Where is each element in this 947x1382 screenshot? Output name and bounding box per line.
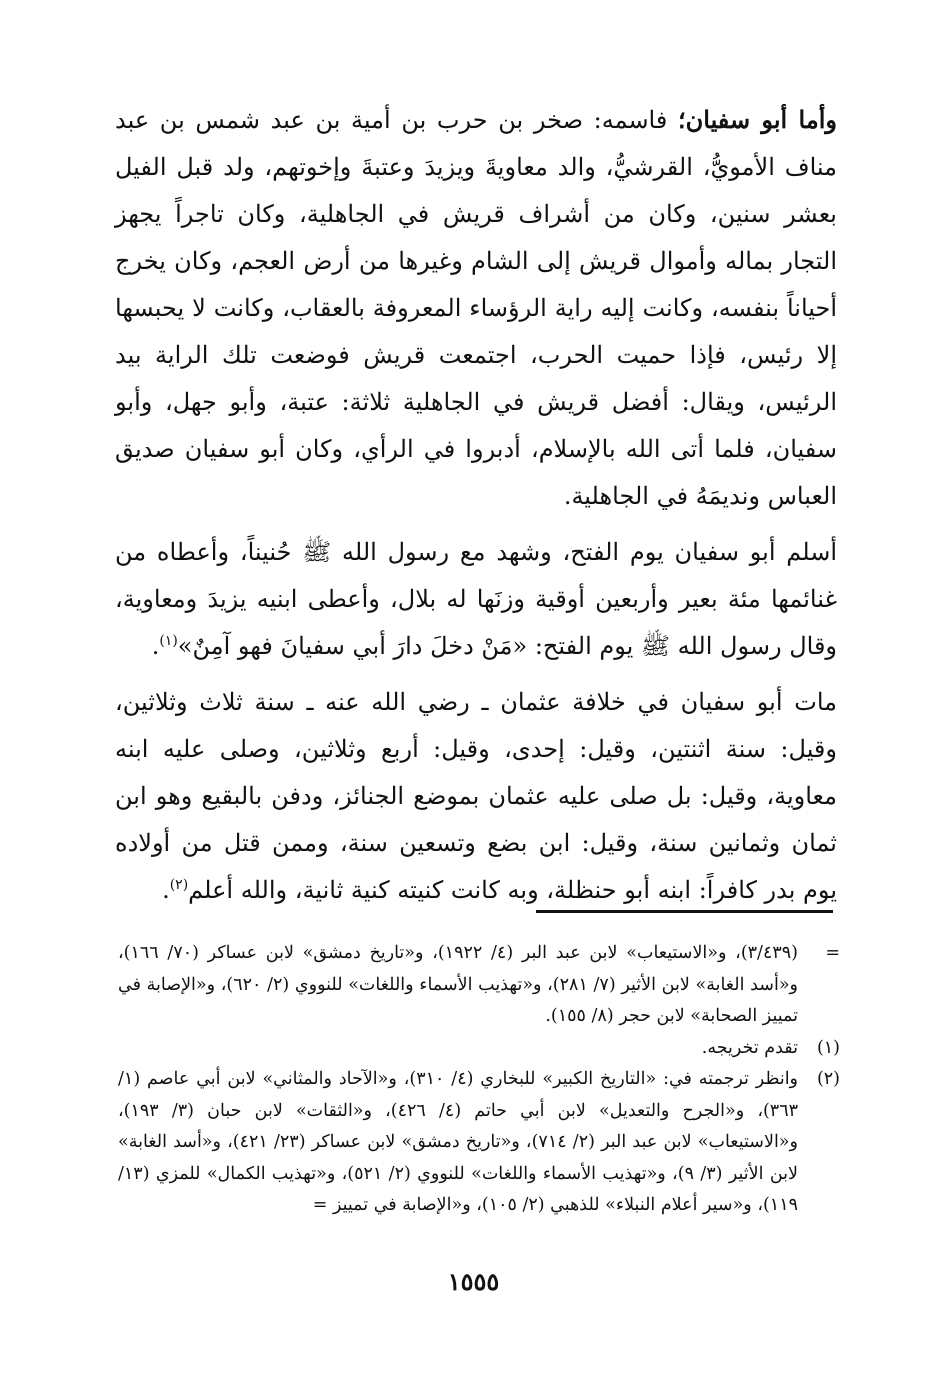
paragraph-lead-heading: وأما أبو سفيان؛ xyxy=(678,105,837,134)
paragraph-conversion xyxy=(115,529,837,670)
footnote-1 xyxy=(118,1033,840,1065)
footnote-2 xyxy=(118,1064,840,1222)
paragraph-biography xyxy=(115,96,837,520)
paragraph-body: فاسمه: صخر بن حرب بن أمية بن عبد شمس بن عبد مناف الأمويُّ، القرشيُّ، والد معاويةَ ويزيدَ وعتبةَ وإخوتهم، ولد قبل الفيل بعشر سنين، وكان من أشراف قريش في الجاهلية، وكان تاجراً يجهز التجار بماله وأموال قريش إلى الشام وغيرها من أرض العجم، وكان يخرج أحياناً بنفسه، وكانت إليه راية الرؤساء المعروفة بالعقاب، وكانت لا يحبسها إلا رئيس، فإذا حميت الحرب، اجتمعت قريش فوضعت تلك الراية بيد الرئيس، ويقال: أفضل قريش في الجاهلية ثلاثة: عتبة، وأبو جهل، وأبو سفيان، فلما أتى الله بالإسلام، أدبروا في الرأي، وكان أبو سفيان صديق العباس ونديمَهُ في الجاهلية. xyxy=(115,106,838,510)
footnotes xyxy=(118,938,840,1222)
footnote-text: تقدم تخريجه. xyxy=(701,1037,798,1058)
footnote-mark: (٢) xyxy=(816,1069,840,1089)
sentence-end: . xyxy=(162,876,170,904)
footnote-reference[interactable]: (٢) xyxy=(169,877,189,893)
paragraph-body: أسلم أبو سفيان يوم الفتح، وشهد مع رسول الله ﷺ حُنيناً، وأعطاه من غنائمها مئة بعير وأربعين أوقية وزنَها له بلال، وأعطى ابنيه يزيدَ ومعاوية، وقال رسول الله ﷺ يوم الفتح: «مَنْ دخلَ دارَ أبي سفيانَ فهو آمِنٌ» xyxy=(115,538,837,660)
footnote-continuation xyxy=(118,938,840,1033)
footnote-mark: = xyxy=(825,943,840,963)
sentence-end: . xyxy=(151,632,160,660)
page-number: ١٥٥٥ xyxy=(447,1267,500,1296)
paragraph-death xyxy=(115,679,837,914)
main-text xyxy=(115,96,837,914)
footnote-text: (٣/٤٣٩)، و«الاستيعاب» لابن عبد البر (٤/ ١٩٢٢)، و«تاريخ دمشق» لابن عساكر (٧٠/ ١٦٦)، و«أسد الغابة» لابن الأثير (٧/ ٢٨١)، و«تهذيب الأسماء واللغات» للنووي (٢/ ٦٢٠)، و«الإصابة في تمييز الصحابة» لابن حجر (٨/ ١٥٥). xyxy=(118,943,798,1026)
footnote-reference[interactable]: (١) xyxy=(159,633,178,649)
footnote-text: وانظر ترجمته في: «التاريخ الكبير» للبخاري (٤/ ٣١٠)، و«الآحاد والمثاني» لابن أبي عاصم (١/ ٣٦٣)، و«الجرح والتعديل» لابن أبي حاتم (٤/ ٤٢٦)، و«الثقات» لابن حبان (٣/ ١٩٣)، و«الاستيعاب» لابن عبد البر (٢/ ٧١٤)، و«تاريخ دمشق» لابن عساكر (٢٣/ ٤٢١)، و«أسد الغابة» لابن الأثير (٣/ ٩)، و«تهذيب الأسماء واللغات» للنووي (٢/ ٥٢١)، و«تهذيب الكمال» للمزي (١٣/ ١١٩)، و«سير أعلام النبلاء» للذهبي (٢/ ١٠٥)، و«الإصابة في تمييز = xyxy=(118,1069,799,1215)
footnote-mark: (١) xyxy=(816,1037,840,1058)
footnote-separator xyxy=(536,910,833,913)
paragraph-body: مات أبو سفيان في خلافة عثمان ـ رضي الله عنه ـ سنة ثلاث وثلاثين، وقيل: سنة اثنتين، وقيل: إحدى، وقيل: أربع وثلاثين، وصلى عليه ابنه معاوية، وقيل: بل صلى عليه عثمان بموضع الجنائز، ودفن بالبقيع وهو ابن ثمان وثمانين سنة، وقيل: ابن بضع وتسعين سنة، وممن قتل من أولاده يوم بدر كافراً: ابنه أبو حنظلة، وبه كانت كنيته كنية ثانية، والله أعلم xyxy=(115,688,837,904)
